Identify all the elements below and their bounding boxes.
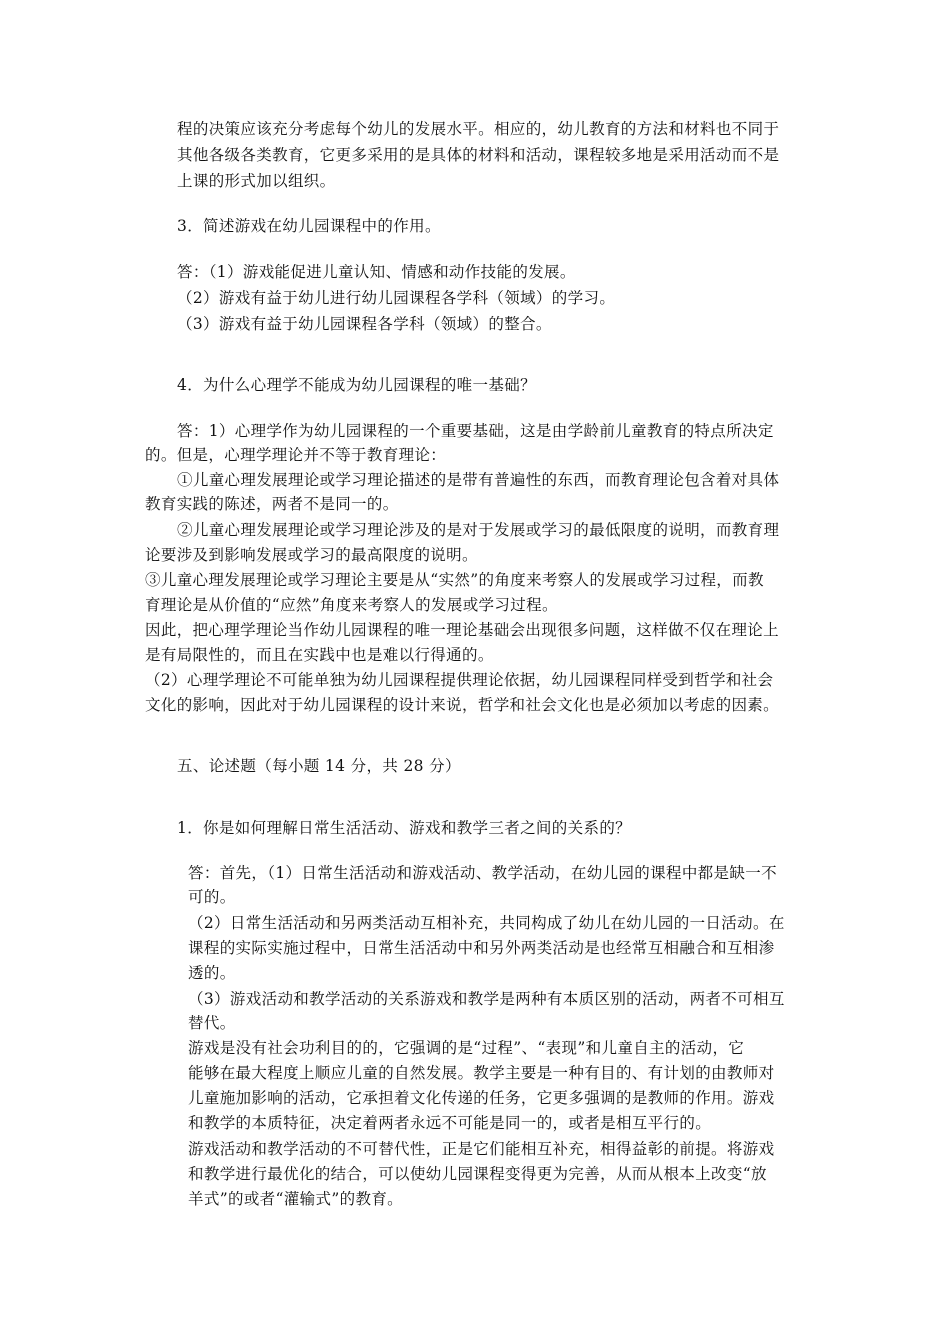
answer-line: 可的。 [188, 888, 236, 906]
answer-line: （3）游戏活动和教学活动的关系游戏和教学是两种有本质区别的活动，两者不可相互 [188, 990, 785, 1008]
answer-line: 的。但是，心理学理论并不等于教育理论： [145, 446, 447, 464]
answer-line: ③儿童心理发展理论或学习理论主要是从“实然”的角度来考察人的发展或学习过程，而教 [145, 571, 764, 589]
answer-line: 文化的影响，因此对于幼儿园课程的设计来说，哲学和社会文化也是必须加以考虑的因素。 [145, 696, 780, 714]
answer-line: 课程的实际实施过程中，日常生活活动中和另外两类活动是也经常互相融合和互相渗 [188, 939, 775, 957]
answer-line: 因此，把心理学理论当作幼儿园课程的唯一理论基础会出现很多问题，这样做不仅在理论上 [145, 621, 780, 639]
question-title: 3．简述游戏在幼儿园课程中的作用。 [177, 217, 441, 235]
paragraph-line: 其他各级各类教育，它更多采用的是具体的材料和活动，课程较多地是采用活动而不是 [177, 146, 780, 164]
answer-line: ②儿童心理发展理论或学习理论涉及的是对于发展或学习的最低限度的说明，而教育理 [177, 521, 780, 539]
answer-line: （2）心理学理论不可能单独为幼儿园课程提供理论依据，幼儿园课程同样受到哲学和社会 [145, 671, 774, 689]
paragraph-line: 上课的形式加以组织。 [177, 172, 336, 190]
answer-line: 游戏活动和教学活动的不可替代性，正是它们能相互补充，相得益彰的前提。将游戏 [188, 1140, 775, 1158]
answer-line: （2）日常生活活动和另两类活动互相补充，共同构成了幼儿在幼儿园的一日活动。在 [188, 914, 785, 932]
answer-line: 答：（1）游戏能促进儿童认知、情感和动作技能的发展。 [177, 263, 576, 281]
answer-line: 教育实践的陈述，两者不是同一的。 [145, 495, 399, 513]
answer-line: 羊式”的或者“灌输式”的教育。 [188, 1190, 404, 1208]
paragraph-line: 程的决策应该充分考虑每个幼儿的发展水平。相应的，幼儿教育的方法和材料也不同于 [177, 120, 780, 138]
answer-line: 答：1）心理学作为幼儿园课程的一个重要基础，这是由学龄前儿童教育的特点所决定 [177, 422, 774, 440]
answer-line: 和教学的本质特征，决定着两者永远不可能是同一的，或者是相互平行的。 [188, 1114, 712, 1132]
answer-line: 透的。 [188, 964, 236, 982]
answer-line: 游戏是没有社会功利目的的，它强调的是“过程”、“表现”和儿童自主的活动，它 [188, 1039, 745, 1057]
answer-line: ①儿童心理发展理论或学习理论描述的是带有普遍性的东西，而教育理论包含着对具体 [177, 471, 780, 489]
answer-line: 育理论是从价值的“应然”角度来考察人的发展或学习过程。 [145, 596, 558, 614]
answer-line: 儿童施加影响的活动，它承担着文化传递的任务，它更多强调的是教师的作用。游戏 [188, 1089, 775, 1107]
answer-line: 和教学进行最优化的结合，可以使幼儿园课程变得更为完善，从而从根本上改变“放 [188, 1165, 767, 1183]
question-title: 1．你是如何理解日常生活活动、游戏和教学三者之间的关系的？ [177, 819, 632, 837]
answer-line: （3）游戏有益于幼儿园课程各学科（领域）的整合。 [177, 315, 552, 333]
answer-line: 替代。 [188, 1014, 236, 1032]
answer-line: 是有局限性的，而且在实践中也是难以行得通的。 [145, 646, 494, 664]
answer-line: 答：首先，（1）日常生活活动和游戏活动、教学活动，在幼儿园的课程中都是缺一不 [188, 864, 777, 882]
question-title: 4．为什么心理学不能成为幼儿园课程的唯一基础？ [177, 376, 536, 394]
section-heading: 五、论述题（每小题 14 分，共 28 分） [177, 757, 461, 775]
answer-line: 能够在最大程度上顺应儿童的自然发展。教学主要是一种有目的、有计划的由教师对 [188, 1064, 775, 1082]
answer-line: 论要涉及到影响发展或学习的最高限度的说明。 [145, 546, 478, 564]
answer-line: （2）游戏有益于幼儿进行幼儿园课程各学科（领域）的学习。 [177, 289, 616, 307]
